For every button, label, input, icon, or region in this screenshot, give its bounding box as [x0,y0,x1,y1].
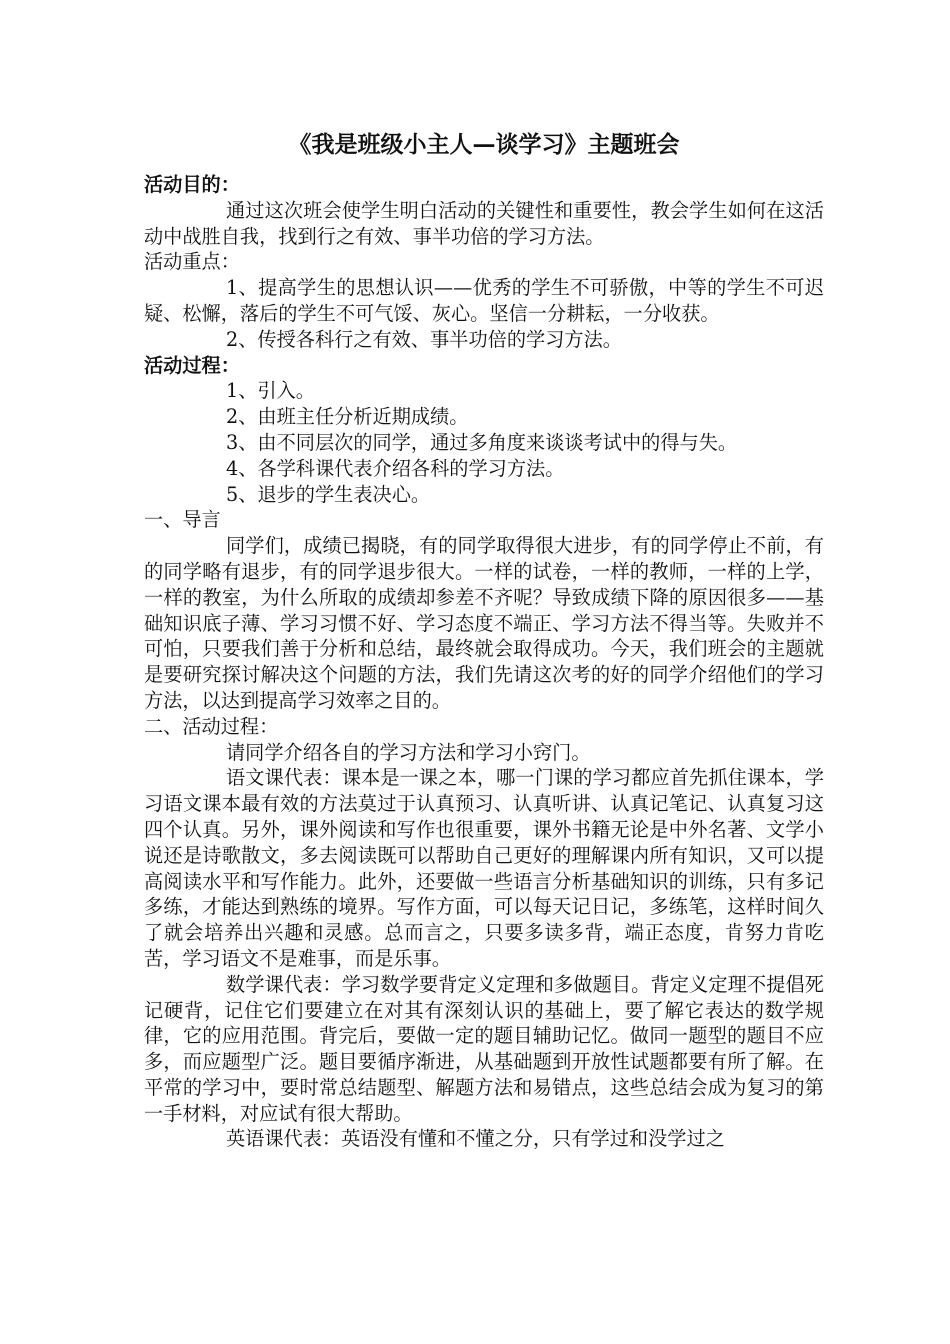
paragraph-math-rep: 数学课代表：学习数学要背定义定理和多做题目。背定义定理不提倡死记硬背，记住它们要建立在对其有深刻认识的基础上，要了解它表达的数学规律，它的应用范围。背完后，要做一定的题目辅助记忆。做同一题型的题目不应多，而应题型广泛。题目要循序渐进，从基础题到开放性试题都要有所了解。在平常的学习中，要时常总结题型、解题方法和易错点，这些总结会成为复习的第一手材料，对应试有很大帮助。 [144,972,824,1125]
document-title: 《我是班级小主人—谈学习》主题班会 [288,131,680,158]
process-step-1: 1、引入。 [226,379,315,403]
paragraph-introduction: 同学们，成绩已揭晓，有的同学取得很大进步，有的同学停止不前，有的同学略有退步，有的同学退步很大。一样的试卷，一样的教师，一样的上学，一样的教室，为什么所取的成绩却参差不齐呢？导致成绩下降的原因很多——基础知识底子薄、学习习惯不好、学习态度不端正、学习方法不得当等。失败并不可怕，只要我们善于分析和总结，最终就会取得成功。今天，我们班会的主题就是要研究探讨解决这个问题的方法，我们先请这次考的好的同学介绍他们的学习方法，以达到提高学习效率之目的。 [144,534,824,712]
heading-activity-goal: 活动目的： [144,173,240,196]
paragraph-invite: 请同学介绍各自的学习方法和学习小窍门。 [226,740,591,764]
process-step-4: 4、各学科课代表介绍各科的学习方法。 [226,456,565,480]
process-step-5: 5、退步的学生表决心。 [226,482,431,506]
heading-activity-focus: 活动重点： [144,250,240,274]
paragraph-chinese-rep: 语文课代表：课本是一课之本，哪一门课的学习都应首先抓住课本，学习语文课本最有效的方法莫过于认真预习、认真听讲、认真记笔记、认真复习这四个认真。另外，课外阅读和写作也很重要，课外书籍无论是中外名著、文学小说还是诗歌散文，多去阅读既可以帮助自己更好的理解课内所有知识，又可以提高阅读水平和写作能力。此外，还要做一些语言分析基础知识的训练，只有多记多练，才能达到熟练的境界。写作方面，可以每天记日记，多练笔，这样时间久了就会培养出兴趣和灵感。总而言之，只要多读多背，端正态度，肯努力肯吃苦，学习语文不是难事，而是乐事。 [144,766,824,970]
heading-process-detail: 二、活动过程： [144,714,279,738]
process-step-2: 2、由班主任分析近期成绩。 [226,405,469,429]
paragraph-focus-1: 1、提高学生的思想认识——优秀的学生不可骄傲，中等的学生不可迟疑、松懈，落后的学生不可气馁、灰心。坚信一分耕耘，一分收获。 [144,276,824,325]
document-page [144,130,824,1152]
paragraph-english-rep: 英语课代表：英语没有懂和不懂之分，只有学过和没学过之 [226,1127,725,1151]
paragraph-goal: 通过这次班会使学生明白活动的关键性和重要性，教会学生如何在这活动中战胜自我，找到行之有效、事半功倍的学习方法。 [144,198,824,248]
heading-introduction: 一、导言 [144,508,221,532]
heading-activity-process: 活动过程： [144,353,240,377]
process-step-3: 3、由不同层次的同学，通过多角度来谈谈考试中的得与失。 [226,430,738,454]
paragraph-focus-2: 2、传授各科行之有效、事半功倍的学习方法。 [226,327,622,351]
